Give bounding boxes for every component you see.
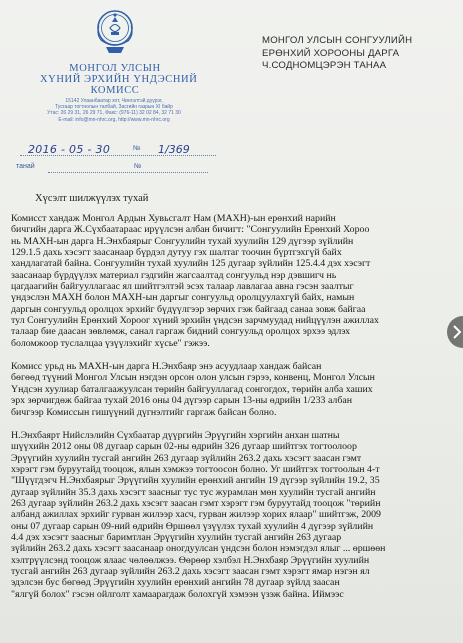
body-text-line: Комисс урьд нь МАХН-ын дарга Н.Энхбаяр энэ асуудлаар хандаж байсан [11,361,322,373]
address-line: Утас: 26 29 31, 26 29 71, Факс: (976-11) 32 02 84, 32 71 30 [47,110,181,117]
handwritten-letter-number: 1/369 [158,143,190,156]
body-text-line: оны 07 дугаар сарын 09-ний өдрийн Өршөөл үзүүлэх тухай хуулийн 4 дүгээр зүйлийн [11,520,374,532]
body-paragraph [11,213,453,349]
body-text-line: заасанаар бүрдүүлэх материал гэдгийн жагсаалтад сонгуульд нэр дэвшигч нь [11,269,337,281]
your-reference-number-label: № [134,163,142,170]
your-reference-row [16,162,216,174]
address-line: Тусгаар тогтнолын талбай, Засгийн газрын XI байр [55,104,173,111]
recipient-line: ЕРӨНХИЙ ХОРООНЫ ДАРГА [262,47,400,59]
body-text-line: 129.1.5 дахь хэсэгт заасанаар бүрдэл дутуу гэх шалтаг тоочин бүртгэхгүй байх [11,247,342,259]
body-text-line: тусгай ангийн 263 дугаар зүйлийн 263.2 дахь хэсэгт заасан гэмт хэрэгт ямар нэгэн ял [11,565,370,577]
your-reference-underline [48,172,208,173]
address-line: E-mail: info@mn-nhrc.org, http://www.mn-nhrc.org [58,116,170,123]
body-text-line: Комисст хандаж Монгол Ардын Хувьсгалт Нам (МАХН)-ын ерөнхий нарийн [11,213,336,224]
recipient-line: Ч.СОДНОМЦЭРЭН ТАНАА [262,60,387,71]
body-text-line: Н.Энхбаярт Нийслэлийн Сүхбаатар дүүргийн Эрүүгийн хэргийн анхан шатны [11,429,340,441]
body-text-line: албанд ажиллах эрхийг гурван жилээр хасч, гурван жилээр хорих ялаар" шийтгэж, 2009 [11,509,381,521]
body-text-line: зүйлийн 263.2 дахь хэсэгт заасанаар оногдуулсан үндсэн болон нэмэгдэл ялыг ... өршөөн [11,543,386,555]
body-text-line: "Шүүгдэгч Н.Энхбаярыг Эрүүгийн хуулийн ерөнхий ангийн 19 дүгээр зүйлийн 19.2, 35 [11,475,380,487]
mongolia-state-emblem-icon [93,4,137,62]
address-line: 15142 Улаанбаатар хот, Чингэлтэй дүүрэг, [65,98,163,104]
body-text-line: цагдаагийн байгууллагаас ял шийтгэлтэй эсэх талаар лавлагаа авна гэсэн заалтыг [11,281,354,293]
body-text-line: "ялгүй болох" гэсэн ойлголт хамаарагдаж болохгүй хэмээн үзэж байна. Иймээс [11,588,344,600]
organization-name [40,63,198,96]
body-text-line: дугаар зүйлийн 35.3 дахь хэсэгт заасныг тус тус журамлан мөн хуулийн тусгай ангийн [11,486,376,498]
recipient-line: МОНГОЛ УЛСЫН СОНГУУЛИЙН [262,35,413,46]
body-text-line: Үндсэн хуулиар баталгаажуулсан төрийн байгууллагад сонгогдох, төрийн алба хаших [11,383,373,395]
organization-address [34,98,194,123]
body-text-line: даргын сонгуульд оролцох эрхийг бүдүүлгээр зөрчих гэж байгаад санаа зовж байгаа [11,303,366,315]
body-text-line: 263 дугаар зүйлийн 263.2 дахь хэсэгт заасан гэмт хэрэгт гэм буруутайд тооцож "төрийн [11,497,381,509]
org-name-line: ХҮНИЙ ЭРХИЙН ҮНДЭСНИЙ [40,74,198,85]
body-text-line: үндэслэн МАХН болон МАХН-ын даргыг сонгуульд оролцуулахгүй байх, намын [11,292,355,304]
org-name-line: МОНГОЛ УЛСЫН [69,63,161,74]
body-text-line: бөгөөд түүний Монгол Улсын нэгдэн орсон олон улсын гэрээ, конвенц, Монгол Улсын [11,372,375,384]
body-text-line: 4.4 дэх хэсэгт заасныг баримтлан Эрүүгийн хуулийн тусгай ангийн 263 дугаар [11,531,342,543]
number-label: № [133,145,141,152]
date-underline [20,155,216,156]
body-paragraph [11,430,453,600]
body-text-line: бичгээр Комиссын гишүүний дүгнэлтийг гаргаж байсан болно. [11,406,277,418]
handwritten-date: 2016 - 05 - 30 [28,143,111,156]
body-text-line: хандлагатай байна. Сонгуулийн тухай хуулийн 125 дугаар зүйлийн 125.4.4 дэх хэсэгт [11,258,371,270]
body-text-line: талаар бие даасан зөвлөмж, санал гаргаж бидний сонгуульд оролцох эрхээ эдлэх [11,326,351,338]
body-text-line: эдэлсэн бус бөгөөд Эрүүгийн хуулийн ерөнхий ангийн 78 дугаар зүйлд заасан [11,577,340,589]
letter-subject: Хүсэлт шилжүүлэх тухай [35,193,149,204]
body-text-line: хэлтрүүлсэнд тооцож ялаас чөлөөлжээ. Өөрөөр хэлбэл Н.Энхбаяр Эрүүгийн хуулийн [11,554,370,566]
body-text-line: бичгийн дарга Ж.Сүхбаатараас ирүүлсэн албан бичигт: "Сонгуулийн Ерөнхий Хороо [11,224,370,236]
letter-body [11,213,453,612]
body-text-line: тул Сонгуулийн Ерөнхий Хороог хүний эрхийн үндсэн зарчмуудад нийцүүлэн ажиллах [11,315,379,327]
body-text-line: хэрэгт гэм буруутайд тооцож, ялын хэмжээ тогтоосон болно. Уг шийтгэх тогтоолын 4-т [11,463,380,475]
body-paragraph [11,361,453,418]
org-name-line: КОМИСС [90,85,140,96]
body-text-line: шүүхийн 2012 оны 08 дугаар сарын 02-ны өдрийн 326 дугаар шийтгэх тогтоолоор [11,441,357,453]
your-reference-label: танай [16,163,35,170]
body-text-line: боломжоор туслалцаа үзүүлэхийг хүсье" гэжээ. [11,337,210,349]
body-text-line: эрх зөрчигдөж байгаа тухай 2016 оны 04 дүгээр сарын 13-ны өдрийн 1/233 албан [11,395,353,407]
recipient-block [262,35,452,73]
chevron-right-icon [452,325,462,339]
body-text-line: Эрүүгийн хуулийн тусгай ангийн 263 дугаар зүйлийн 263.2 дахь хэсэгт заасан гэмт [11,452,362,464]
body-text-line: нь МАХН-ын дарга Н.Энхбаярыг Сонгуулийн тухай хуулийн 129 дүгээр зүйлийн [11,235,354,247]
reference-date-row [16,143,216,155]
